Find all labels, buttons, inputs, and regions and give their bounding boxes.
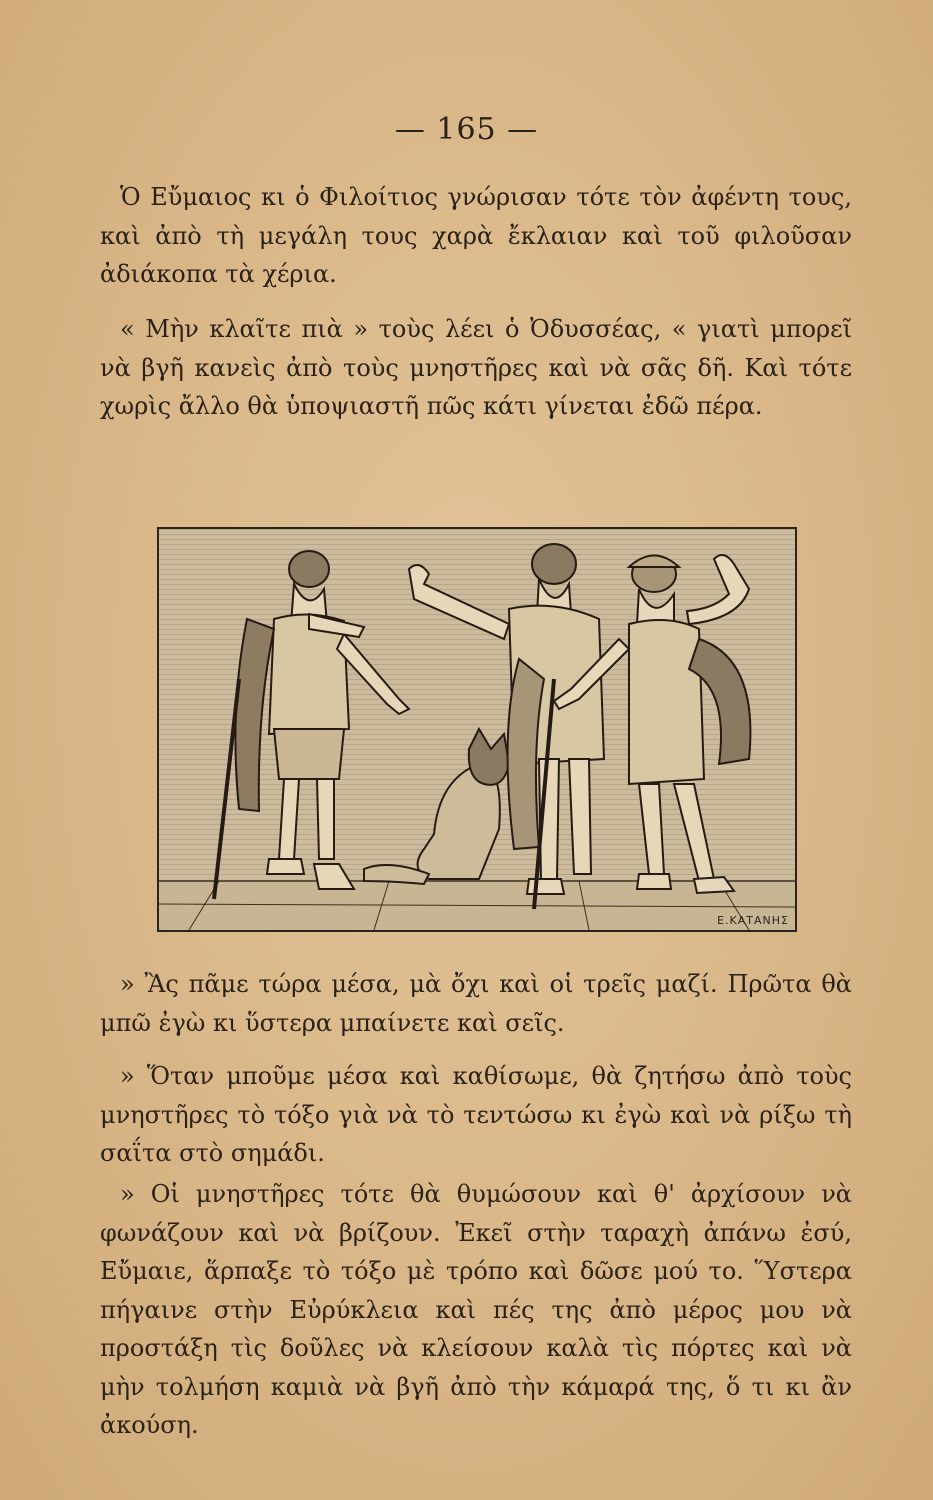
paragraph-3: » Ἂς πᾶμε τώρα μέσα, μὰ ὄχι καὶ οἱ τρεῖς μαζί. Πρῶτα θὰ μπῶ ἐγὼ κι ὕστερα μπαίνετε καὶ σεῖς. xyxy=(100,970,852,1037)
page-number: — 165 — xyxy=(394,112,539,147)
paragraph-2: « Μὴν κλαῖτε πιὰ » τοὺς λέει ὁ Ὀδυσσέας, « γιατὶ μπορεῖ νὰ βγῆ κανεὶς ἀπὸ τοὺς μνηστῆρες καὶ νὰ σᾶς δῆ. Καὶ τότε χωρὶς ἄλλο θὰ ὑποψιαστῆ πῶς κάτι γίνεται ἐδῶ πέρα. xyxy=(100,315,852,420)
paragraph-1: Ὁ Εὔμαιος κι ὁ Φιλοίτιος γνώρισαν τότε τὸν ἀφέντη τους, καὶ ἀπὸ τὴ μεγάλη τους χαρὰ ἔκλαιαν καὶ τοῦ φιλοῦσαν ἀδιάκοπα τὰ χέρια. xyxy=(100,183,852,288)
paragraph-5: » Οἱ μνηστῆρες τότε θὰ θυμώσουν καὶ θ' ἀρχίσουν νὰ φωνάζουν καὶ νὰ βρίζουν. Ἐκεῖ στὴν ταραχὴ ἀπάνω ἐσύ, Εὔμαιε, ἅρπαξε τὸ τόξο μὲ τρόπο καὶ δῶσε μού το. Ὕστερα πήγαινε στὴν Εὐρύκλεια καὶ πές της ἀπὸ μέρος μου νὰ προστάξη τὶς δοῦλες νὰ κλείσουν καλὰ τὶς πόρτες καὶ νὰ μὴν τολμήση καμιὰ νὰ βγῆ ἀπὸ τὴν κάμαρά της, ὅ τι κι ἂν ἀκούση. xyxy=(100,1180,852,1439)
engraving-illustration xyxy=(157,527,797,932)
artist-signature: Ε.ΚΑΤΑΝΗΣ xyxy=(717,914,789,927)
paragraph-4: » Ὅταν μποῦμε μέσα καὶ καθίσωμε, θὰ ζητήσω ἀπὸ τοὺς μνηστῆρες τὸ τόξο γιὰ νὰ τὸ τεντώσω κι ἐγὼ καὶ νὰ ρίξω τὴ σαΐτα στὸ σημάδι. xyxy=(100,1062,852,1167)
engraving-figures xyxy=(159,529,795,930)
